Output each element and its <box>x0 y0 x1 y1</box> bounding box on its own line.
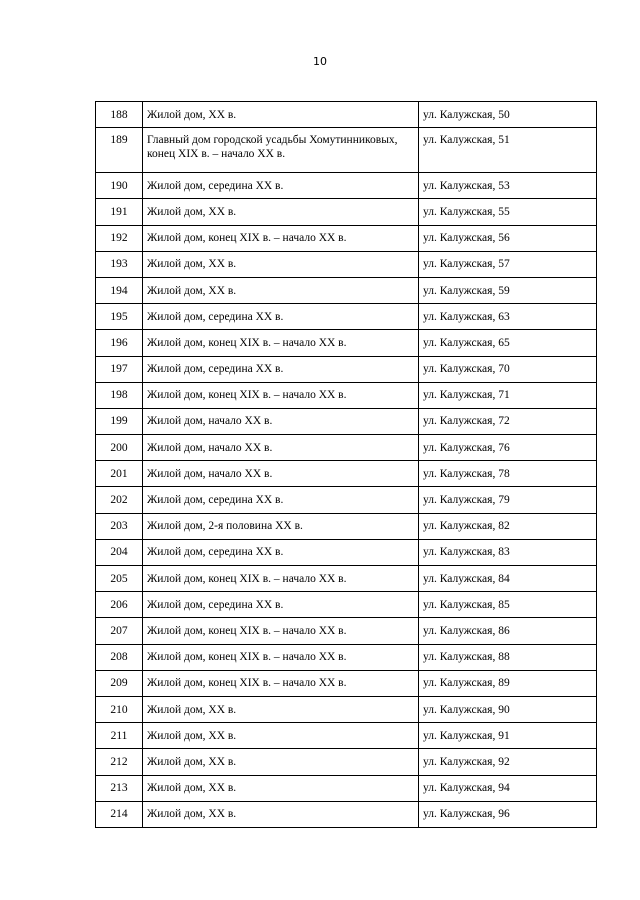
row-number-cell: 200 <box>96 435 143 461</box>
table-row <box>96 696 597 722</box>
table-row <box>96 513 597 539</box>
table-row <box>96 128 597 173</box>
address-cell: ул. Калужская, 86 <box>419 618 597 644</box>
object-name-cell: Жилой дом, начало XX в. <box>143 408 419 434</box>
object-name-cell: Главный дом городской усадьбы Хомутинниковых, конец XIX в. – начало XX в. <box>143 128 419 173</box>
object-name-cell: Жилой дом, XX в. <box>143 102 419 128</box>
address-cell: ул. Калужская, 76 <box>419 435 597 461</box>
table-row <box>96 304 597 330</box>
row-number-cell: 192 <box>96 225 143 251</box>
table-row <box>96 251 597 277</box>
row-number-cell: 190 <box>96 173 143 199</box>
row-number-cell: 199 <box>96 408 143 434</box>
row-number-cell: 197 <box>96 356 143 382</box>
row-number-cell: 210 <box>96 696 143 722</box>
table-row <box>96 330 597 356</box>
object-name-cell: Жилой дом, 2-я половина XX в. <box>143 513 419 539</box>
row-number-cell: 198 <box>96 382 143 408</box>
object-name-cell: Жилой дом, XX в. <box>143 199 419 225</box>
table-row <box>96 644 597 670</box>
row-number-cell: 203 <box>96 513 143 539</box>
table-row <box>96 723 597 749</box>
row-number-cell: 206 <box>96 592 143 618</box>
row-number-cell: 191 <box>96 199 143 225</box>
row-number-cell: 214 <box>96 801 143 827</box>
table-row <box>96 801 597 827</box>
address-cell: ул. Калужская, 59 <box>419 277 597 303</box>
object-name-cell: Жилой дом, начало XX в. <box>143 461 419 487</box>
table-row <box>96 670 597 696</box>
address-cell: ул. Калужская, 96 <box>419 801 597 827</box>
address-cell: ул. Калужская, 71 <box>419 382 597 408</box>
table-row <box>96 566 597 592</box>
row-number-cell: 193 <box>96 251 143 277</box>
address-cell: ул. Калужская, 50 <box>419 102 597 128</box>
object-name-cell: Жилой дом, XX в. <box>143 696 419 722</box>
table-row <box>96 199 597 225</box>
object-name-cell: Жилой дом, конец XIX в. – начало XX в. <box>143 382 419 408</box>
object-name-cell: Жилой дом, середина XX в. <box>143 173 419 199</box>
table-body <box>96 102 597 828</box>
address-cell: ул. Калужская, 70 <box>419 356 597 382</box>
object-name-cell: Жилой дом, XX в. <box>143 775 419 801</box>
object-name-cell: Жилой дом, XX в. <box>143 749 419 775</box>
table-row <box>96 408 597 434</box>
row-number-cell: 195 <box>96 304 143 330</box>
table-row <box>96 102 597 128</box>
table-row <box>96 539 597 565</box>
address-cell: ул. Калужская, 88 <box>419 644 597 670</box>
table-row <box>96 487 597 513</box>
object-name-cell: Жилой дом, XX в. <box>143 277 419 303</box>
row-number-cell: 188 <box>96 102 143 128</box>
object-name-cell: Жилой дом, конец XIX в. – начало XX в. <box>143 566 419 592</box>
address-cell: ул. Калужская, 57 <box>419 251 597 277</box>
object-name-cell: Жилой дом, середина XX в. <box>143 539 419 565</box>
address-cell: ул. Калужская, 51 <box>419 128 597 173</box>
table-row <box>96 173 597 199</box>
row-number-cell: 196 <box>96 330 143 356</box>
object-name-cell: Жилой дом, конец XIX в. – начало XX в. <box>143 330 419 356</box>
object-name-cell: Жилой дом, конец XIX в. – начало XX в. <box>143 225 419 251</box>
row-number-cell: 209 <box>96 670 143 696</box>
row-number-cell: 211 <box>96 723 143 749</box>
address-cell: ул. Калужская, 89 <box>419 670 597 696</box>
object-name-cell: Жилой дом, XX в. <box>143 251 419 277</box>
row-number-cell: 207 <box>96 618 143 644</box>
address-cell: ул. Калужская, 65 <box>419 330 597 356</box>
address-cell: ул. Калужская, 55 <box>419 199 597 225</box>
address-cell: ул. Калужская, 90 <box>419 696 597 722</box>
address-cell: ул. Калужская, 94 <box>419 775 597 801</box>
object-name-cell: Жилой дом, начало XX в. <box>143 435 419 461</box>
object-name-cell: Жилой дом, XX в. <box>143 723 419 749</box>
heritage-objects-table <box>95 101 597 828</box>
address-cell: ул. Калужская, 82 <box>419 513 597 539</box>
table-row <box>96 225 597 251</box>
address-cell: ул. Калужская, 53 <box>419 173 597 199</box>
table-row <box>96 435 597 461</box>
address-cell: ул. Калужская, 72 <box>419 408 597 434</box>
address-cell: ул. Калужская, 91 <box>419 723 597 749</box>
address-cell: ул. Калужская, 56 <box>419 225 597 251</box>
object-name-cell: Жилой дом, XX в. <box>143 801 419 827</box>
address-cell: ул. Калужская, 85 <box>419 592 597 618</box>
table-row <box>96 356 597 382</box>
page-number: 10 <box>313 55 327 68</box>
address-cell: ул. Калужская, 83 <box>419 539 597 565</box>
row-number-cell: 202 <box>96 487 143 513</box>
row-number-cell: 204 <box>96 539 143 565</box>
table-row <box>96 775 597 801</box>
table-row <box>96 277 597 303</box>
object-name-cell: Жилой дом, конец XIX в. – начало XX в. <box>143 618 419 644</box>
address-cell: ул. Калужская, 84 <box>419 566 597 592</box>
row-number-cell: 201 <box>96 461 143 487</box>
table-row <box>96 382 597 408</box>
object-name-cell: Жилой дом, середина XX в. <box>143 592 419 618</box>
object-name-cell: Жилой дом, конец XIX в. – начало XX в. <box>143 644 419 670</box>
address-cell: ул. Калужская, 78 <box>419 461 597 487</box>
row-number-cell: 194 <box>96 277 143 303</box>
table-row <box>96 592 597 618</box>
object-name-cell: Жилой дом, конец XIX в. – начало XX в. <box>143 670 419 696</box>
table-row <box>96 749 597 775</box>
object-name-cell: Жилой дом, середина XX в. <box>143 356 419 382</box>
object-name-cell: Жилой дом, середина XX в. <box>143 304 419 330</box>
table-row <box>96 618 597 644</box>
address-cell: ул. Калужская, 92 <box>419 749 597 775</box>
row-number-cell: 213 <box>96 775 143 801</box>
row-number-cell: 208 <box>96 644 143 670</box>
row-number-cell: 205 <box>96 566 143 592</box>
object-name-cell: Жилой дом, середина XX в. <box>143 487 419 513</box>
row-number-cell: 212 <box>96 749 143 775</box>
row-number-cell: 189 <box>96 128 143 173</box>
address-cell: ул. Калужская, 63 <box>419 304 597 330</box>
table-row <box>96 461 597 487</box>
address-cell: ул. Калужская, 79 <box>419 487 597 513</box>
